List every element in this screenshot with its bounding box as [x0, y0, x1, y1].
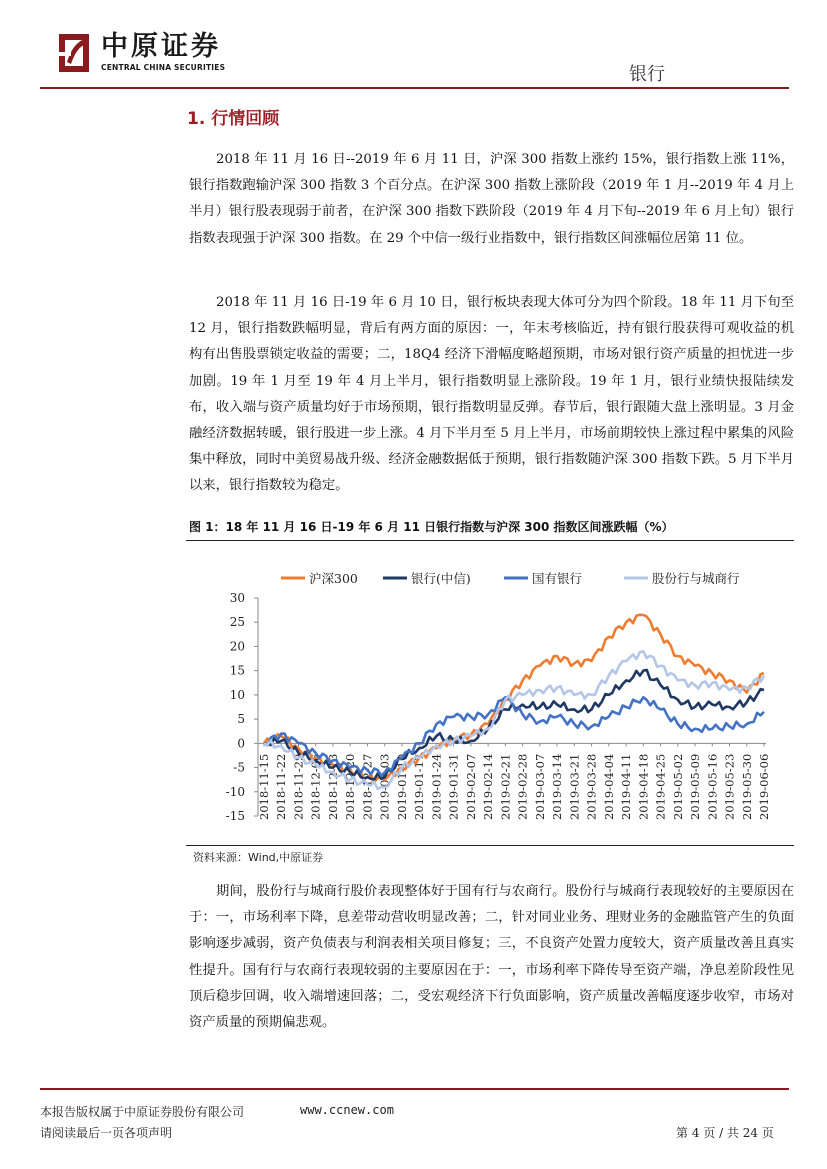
x-tick-label: 2019-04-11	[619, 753, 634, 820]
y-tick-label: 20	[229, 639, 245, 654]
x-tick-label: 2019-05-23	[722, 753, 737, 820]
y-tick-label: 5	[237, 712, 245, 727]
figure-bottom-rule	[186, 845, 794, 846]
header-divider	[40, 87, 789, 89]
x-tick-label: 2018-11-22	[274, 753, 289, 820]
x-tick-label: 2019-01-24	[429, 753, 444, 820]
x-tick-label: 2019-05-16	[705, 753, 720, 820]
performance-line-chart	[186, 548, 786, 840]
x-tick-label: 2019-04-04	[601, 753, 616, 820]
x-tick-label: 2018-11-15	[257, 753, 271, 820]
x-tick-label: 2019-04-25	[653, 753, 668, 820]
y-tick-label: -15	[225, 809, 245, 823]
footer-divider	[40, 1088, 789, 1090]
x-tick-label: 2019-05-02	[670, 753, 685, 820]
x-tick-label: 2019-02-28	[515, 753, 530, 820]
y-tick-label: 0	[237, 736, 245, 751]
x-tick-label: 2018-12-27	[360, 753, 375, 820]
paragraph-stages: 2018 年 11 月 16 日-19 年 6 月 10 日，银行板块表现大体可分为四个阶段。18 年 11 月下旬至 12 月，银行指数跌幅明显，背后有两方面的原因：一，年末考核临近，持有银行股获得可观收益的机构有出售股票锁定收益的需要；二，18Q4 经济下滑幅度略超预期，市场对银行资产质量的担忧进一步加剧。19 年 1 月至 19 年 4 月上半月，银行指数明显上涨阶段。19 年 1 月，银行业绩快报陆续发布，收入端与资产质量均好于市场预期，银行指数明显反弹。春节后，银行跟随大盘上涨明显。3 月金融经济数据转暖，银行股进一步上涨。4 月下半月至 5 月上半月，市场前期较快上涨过程中累集的风险集中释放，同时中美贸易战升级、经济金融数据低于预期，银行指数随沪深 300 指数下跌。5 月下半月以来，银行指数较为稳定。	[189, 295, 794, 494]
figure-source: 资料来源：Wind,中原证券	[193, 851, 324, 864]
x-tick-label: 2019-03-14	[550, 753, 565, 820]
y-tick-label: -10	[225, 784, 245, 799]
x-tick-label: 2019-06-06	[757, 753, 771, 820]
x-tick-label: 2019-01-31	[446, 753, 461, 820]
footer-website-link[interactable]: www.ccnew.com	[300, 1103, 394, 1117]
x-tick-label: 2019-04-18	[636, 753, 651, 820]
legend-label: 国有银行	[532, 571, 583, 586]
y-tick-label: 25	[229, 615, 245, 630]
footer-copyright: 本报告版权属于中原证券股份有限公司	[40, 1105, 245, 1119]
footer-disclaimer: 请阅读最后一页各项声明	[40, 1126, 173, 1140]
logo-english-name: CENTRAL CHINA SECURITIES	[101, 63, 226, 72]
x-tick-label: 2019-05-09	[688, 753, 703, 820]
x-tick-label: 2018-12-13	[325, 753, 340, 820]
x-tick-label: 2019-02-21	[498, 753, 513, 820]
chart-legend	[281, 571, 740, 586]
logo-chinese-name: 中原证券	[101, 31, 221, 62]
x-tick-label: 2019-02-14	[481, 753, 496, 820]
x-tick-label: 2019-01-17	[412, 753, 427, 820]
x-tick-label: 2018-12-20	[343, 753, 358, 820]
section-title: 1. 行情回顾	[187, 109, 280, 129]
x-tick-label: 2019-03-21	[567, 753, 582, 820]
figure-caption: 图 1：18 年 11 月 16 日-19 年 6 月 11 日银行指数与沪深 300 指数区间涨跌幅（%）	[189, 520, 674, 534]
x-tick-label: 2019-03-28	[584, 753, 599, 820]
x-tick-label: 2019-05-30	[739, 753, 754, 820]
y-tick-label: -5	[233, 760, 245, 775]
legend-label: 股份行与城商行	[652, 571, 740, 586]
figure-top-rule	[186, 540, 794, 541]
x-tick-label: 2018-11-29	[291, 753, 306, 820]
company-logo	[57, 30, 247, 76]
footer-page-number: 第 4 页 / 共 24 页	[676, 1126, 774, 1140]
x-tick-label: 2019-01-10	[394, 753, 409, 820]
y-tick-label: 10	[229, 687, 245, 702]
x-tick-label: 2019-01-03	[377, 753, 392, 820]
y-tick-label: 30	[229, 591, 245, 605]
x-tick-label: 2019-03-07	[532, 753, 547, 820]
y-tick-label: 15	[229, 663, 245, 678]
x-tick-label: 2019-02-07	[463, 753, 478, 820]
report-sector: 银行	[629, 64, 665, 85]
legend-label: 沪深300	[309, 571, 358, 586]
paragraph-market-review: 2018 年 11 月 16 日--2019 年 6 月 11 日，沪深 300 指数上涨约 15%，银行指数上涨 11%，银行指数跑输沪深 300 指数 3 个百分点。在沪深 300 指数上涨阶段（2019 年 1 月--2019 年 4 月上半月）银行股表现弱于前者，在沪深 300 指数下跌阶段（2019 年 4 月下旬--2019 年 6 月上旬）银行指数表现强于沪深 300 指数。在 29 个中信一级行业指数中，银行指数区间涨幅位居第 11 位。	[189, 152, 794, 246]
paragraph-bank-comparison: 期间，股份行与城商行股价表现整体好于国有行与农商行。股份行与城商行表现较好的主要原因在于：一，市场利率下降，息差带动营收明显改善；二，针对同业业务、理财业务的金融监管产生的负面影响逐步减弱，资产负债表与利润表相关项目修复；三，不良资产处置力度较大，资产质量改善且真实性提升。国有行与农商行表现较弱的主要原因在于：一，市场利率下降传导至资产端，净息差阶段性见顶后稳步回调，收入端增速回落；二，受宏观经济下行负面影响，资产质量改善幅度逐步收窄，市场对资产质量的预期偏悲观。	[189, 884, 794, 1031]
logo-mark-icon	[57, 32, 95, 74]
legend-label: 银行(中信)	[411, 571, 471, 586]
x-tick-label: 2018-12-06	[308, 753, 323, 820]
